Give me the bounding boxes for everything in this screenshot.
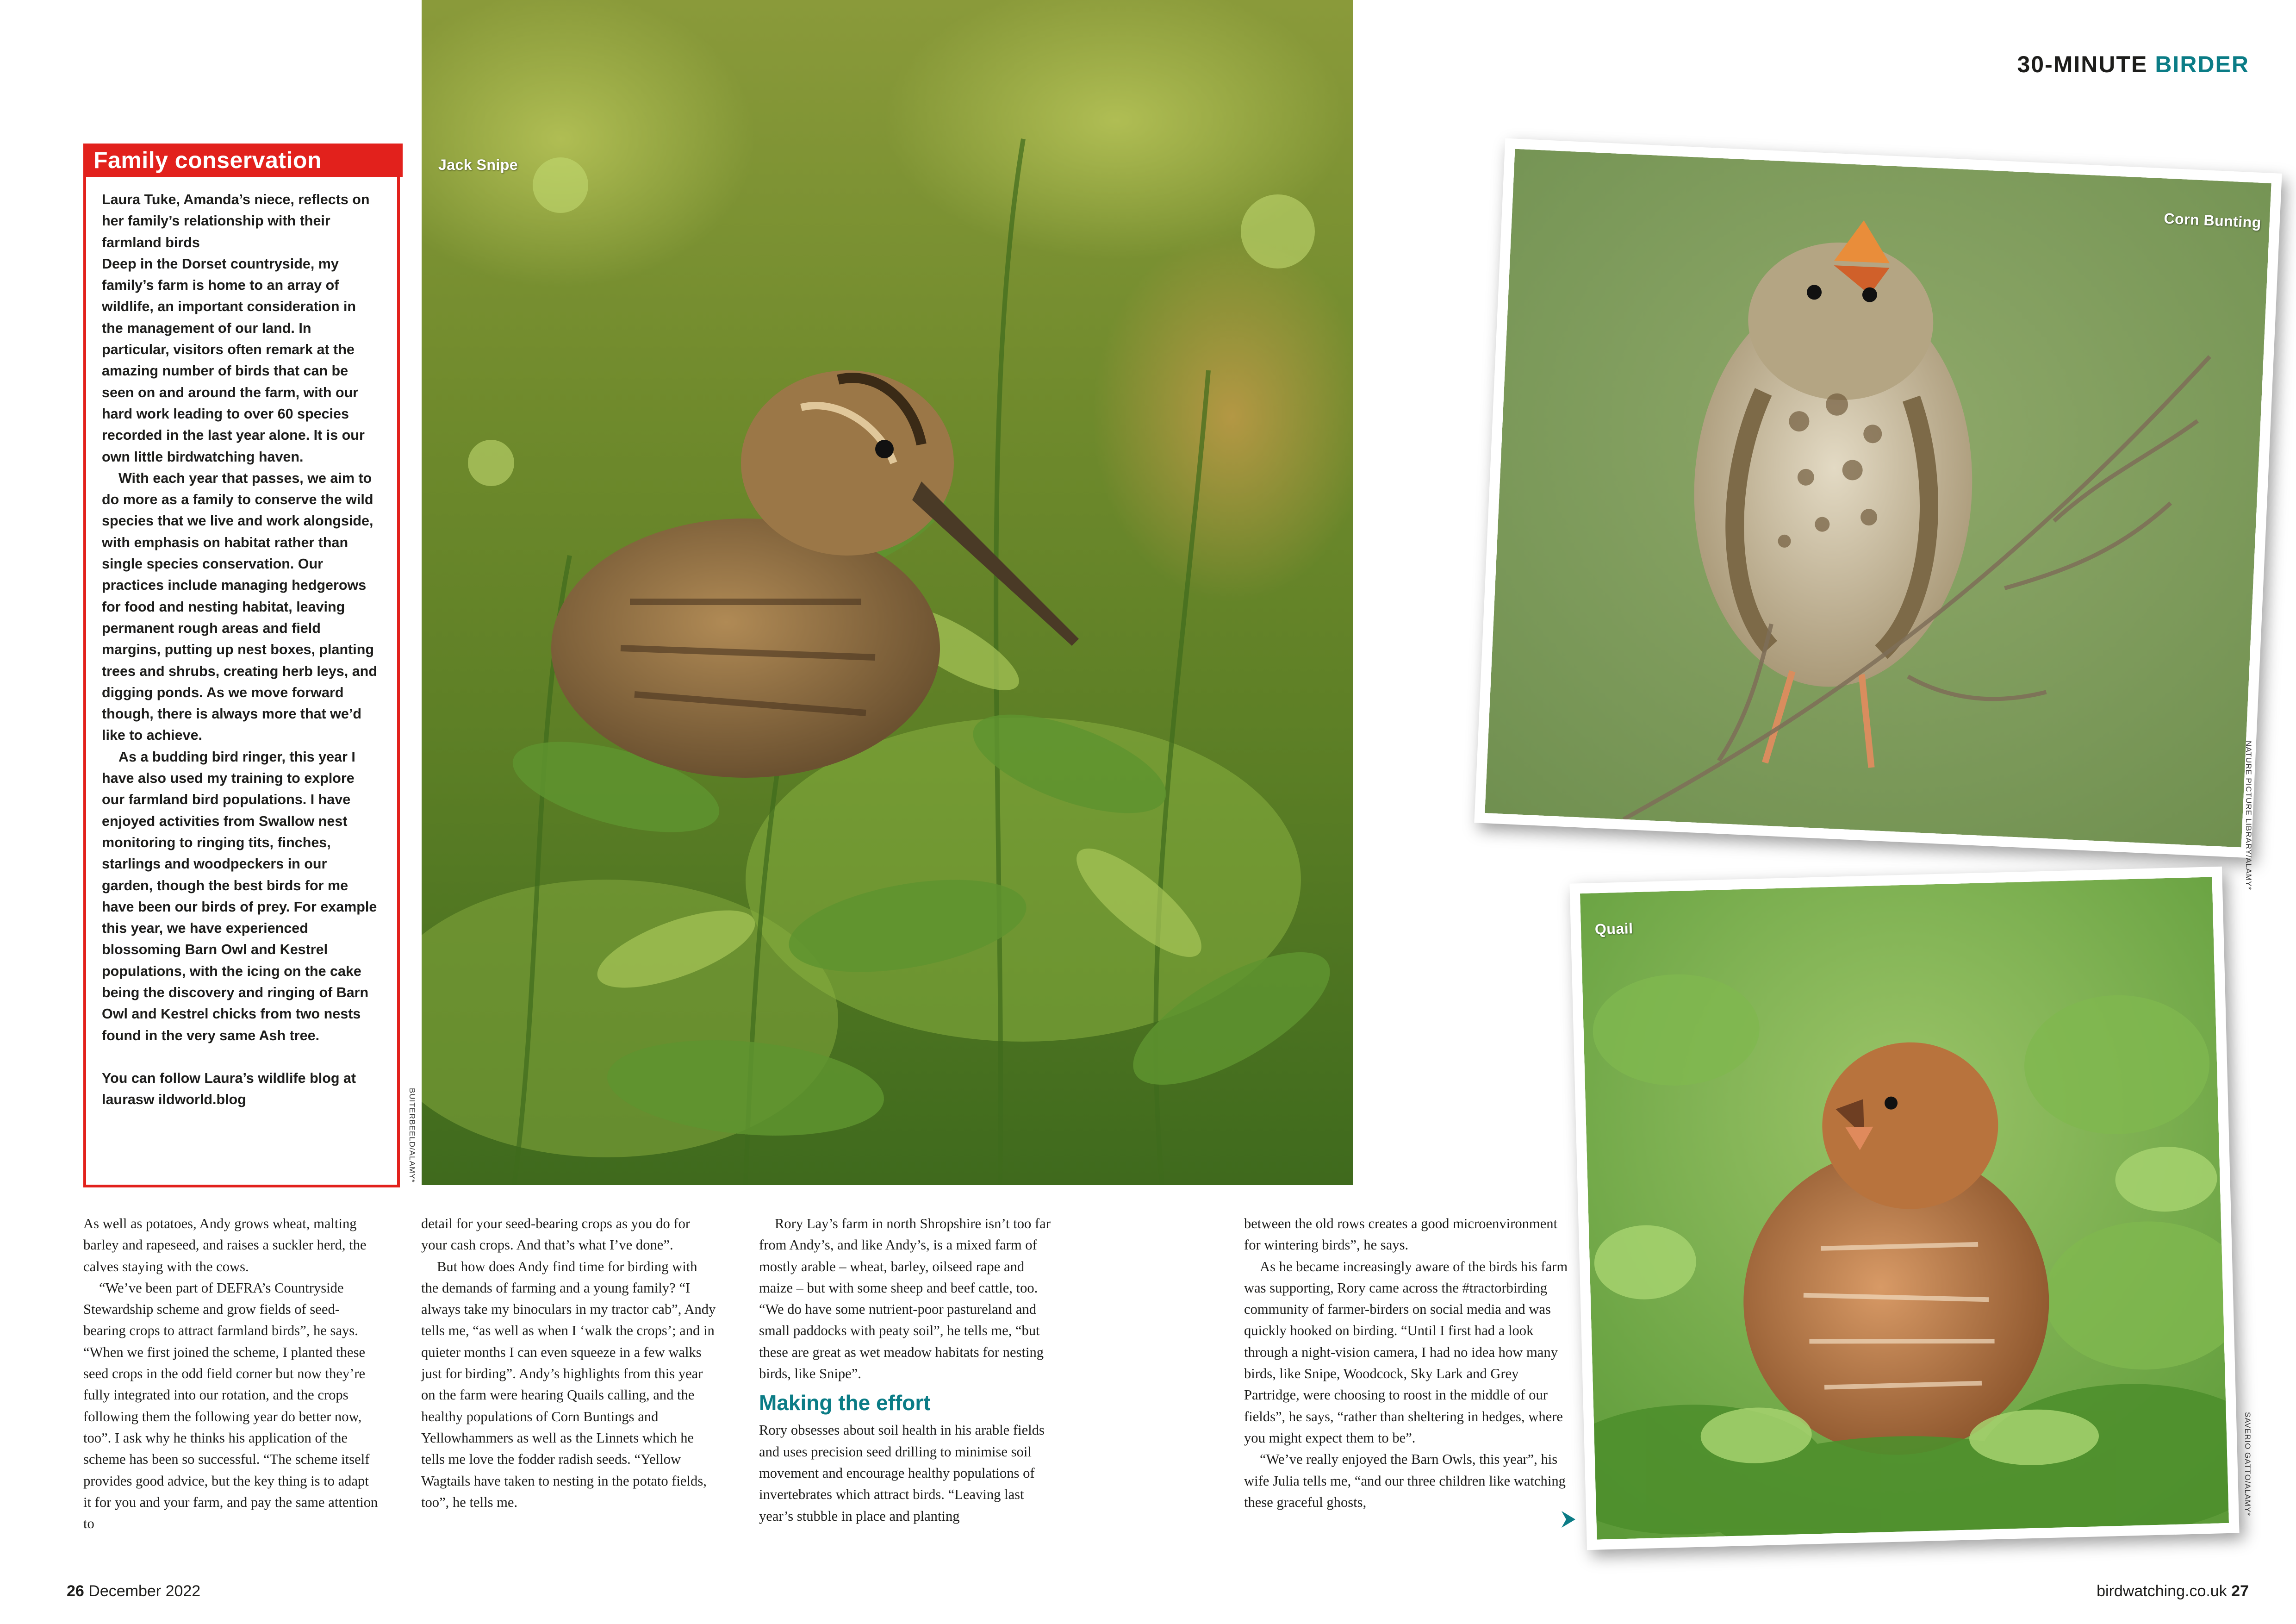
sidebar-paragraph-3: As a budding bird ringer, this year I have also used my training to explore our farmland bird populations. I have enjoyed activities from Swallow nest monitoring to ringing tits, finches, starlings and woodpeckers in our garden, though the best birds for me have been our birds of prey. For example this year, we have experienced blossoming Barn Owl and Kestrel populations, with the icing on the cake being the discovery and ringing of Barn Owl and Kestrel chicks from two nests found in the very same Ash tree. [102,749,377,1043]
column-2-paragraph-1: detail for your seed-bearing crops as you do for your cash crops. And that’s what I’ve done”. [421,1216,691,1253]
family-conservation-sidebar [83,144,400,1187]
jack-snipe-label: Jack Snipe [438,156,518,173]
section-header-part2: BIRDER [2155,51,2249,77]
sidebar-follow [102,1068,380,1111]
corn-bunting-photo [1474,138,2282,858]
corn-bunting-credit: NATURE PICTURE LIBRARY/ALAMY* [2244,741,2253,891]
sidebar-title: Family conservation [83,144,403,177]
column-1-paragraph-2: “We’ve been part of DEFRA’s Countryside Stewardship scheme and grow fields of seed-bearing crops to attract farmland birds”, he says. “When we first joined the scheme, I planted these seed crops in the odd field corner but now they’re fully integrated into our rotation, and the crops following them the following year do better now, too”. I ask why he thinks his application of the scheme has been so successful. “The scheme itself provides good advice, but the key thing is to adapt it for you and your farm, and pay the same attention to [83,1280,378,1532]
quail-photo [1569,867,2239,1550]
sidebar-body [102,189,380,1110]
body-column-2 [421,1213,717,1513]
left-page-number: 26 [67,1582,84,1600]
sidebar-paragraph-2: With each year that passes, we aim to do more as a family to conserve the wild species that we live and work alongside, with emphasis on habitat rather than single species conservation. Our practices include managing hedgerows for food and nesting habitat, leaving permanent rough areas and field margins, putting up nest boxes, planting trees and shrubs, creating herb leys, and digging ponds. As we move forward though, there is always more that we’d like to achieve. [102,470,377,743]
column-3-paragraph-2: Rory obsesses about soil health in his arable fields and uses precision seed drilling to minimise soil movement and encourage healthy populations of invertebrates which attract birds. “Leaving last year’s stubble in place and planting [759,1422,1045,1524]
left-folio [67,1582,200,1600]
sidebar-follow-text: You can follow Laura’s wildlife blog at [102,1070,356,1086]
issue-date: December 2022 [88,1582,201,1600]
sidebar-paragraph-1: Deep in the Dorset countryside, my family’s farm is home to an array of wildlife, an important consideration in the management of our land. In particular, visitors often remark at the amazing number of birds that can be seen on and around the farm, with our hard work leading to over 60 species recorded in the last year alone. It is our own little birdwatching haven. [102,256,365,465]
quail-label: Quail [1594,920,1633,938]
section-header [1985,51,2249,78]
corn-bunting-label: Corn Bunting [2163,210,2262,231]
jack-snipe-photo [422,0,1353,1185]
right-page-number: 27 [2231,1582,2249,1600]
column-4-paragraph-3: “We’ve really enjoyed the Barn Owls, this year”, his wife Julia tells me, “and our three children like watching these graceful ghosts, [1244,1451,1566,1510]
column-1-paragraph-1: As well as potatoes, Andy grows wheat, malting barley and rapeseed, and raises a suckler herd, the calves staying with the cows. [83,1216,367,1274]
section-header-part1: 30-MINUTE [2017,51,2148,77]
quail-credit: SAVERIO GATTO/ALAMY* [2243,1412,2252,1516]
body-column-1 [83,1213,380,1534]
sidebar-blog-link[interactable]: laurasw ildworld.blog [102,1092,246,1108]
column-3-paragraph-1: Rory Lay’s farm in north Shropshire isn’t too far from Andy’s, and like Andy’s, is a mixed farm of mostly arable – wheat, barley, oilseed rape and maize – but with some sheep and beef cattle, too. “We do have some nutrient-poor pastureland and small paddocks with peaty soil”, he tells me, “but these are great as wet meadow habitats for nesting birds, like Snipe”. [759,1216,1051,1382]
column-2-paragraph-2: But how does Andy find time for birding with the demands of farming and a young family? “I always take my binoculars in my tractor cab”, Andy tells me, “as well as when I ‘walk the crops’; and in quieter months I can even squeeze in a few walks just for birding”. Andy’s highlights from this year on the farm were hearing Quails calling, and the healthy populations of Corn Buntings and Yellowhammers as well as the Linnets which he tells me love the fodder radish seeds. “Yellow Wagtails have taken to nesting in the potato fields, too”, he tells me. [421,1258,716,1510]
column-4-paragraph-2: As he became increasingly aware of the birds his farm was supporting, Rory came across the #tractorbirding community of farmer-birders on social media and was quickly hooked on birding. “Until I first had a look through a night-vision camera, I had no idea how many birds, like Snipe, Woodcock, Sky Lark and Grey Partridge, were choosing to roost in the middle of our fields”, he says, “rather than sheltering in hedges, where you might expect them to be”. [1244,1258,1568,1446]
right-folio [2097,1582,2249,1600]
jack-snipe-credit: BUITERBEELD/ALAMY* [408,1088,417,1183]
column-4-paragraph-1: between the old rows creates a good microenvironment for wintering birds”, he says. [1244,1216,1558,1253]
continue-arrow-icon [1561,1510,1576,1529]
body-column-3 [759,1213,1055,1527]
body-column-4 [1244,1213,1568,1513]
sidebar-lead: Laura Tuke, Amanda’s niece, reflects on her family’s relationship with their farmland birds [102,192,370,250]
website-url[interactable]: birdwatching.co.uk [2097,1582,2227,1600]
making-the-effort-subhead: Making the effort [759,1391,931,1415]
